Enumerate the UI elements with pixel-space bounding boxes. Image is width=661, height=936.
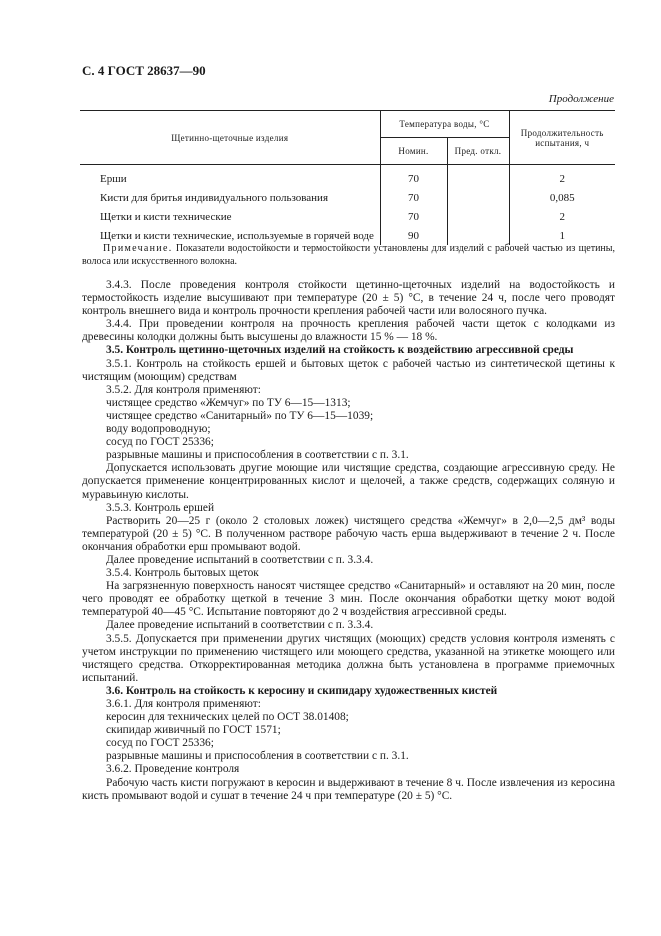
paragraph: 3.5.2. Для контроля применяют: <box>106 383 261 396</box>
paragraph: 3.5.3. Контроль ершей <box>106 501 215 514</box>
paragraph: сосуд по ГОСТ 25336; <box>106 737 214 750</box>
col-nominal-header: Номин. <box>380 138 447 165</box>
paragraph: 3.5.1. Контроль на стойкость ершей и бытовых щеток с рабочей частью из синтетической щетины к чистящим (моющим) средствам <box>82 357 615 383</box>
table-row <box>80 188 615 207</box>
paragraph: 3.5.4. Контроль бытовых щеток <box>106 567 259 580</box>
paragraph: Растворить 20—25 г (около 2 столовых ложек) чистящего средства «Жемчуг» в 2,0—2,5 дм³ воды температурой (20 ± 5) °С. В полученном растворе рабочую часть ерша выдерживают в течение 2 ч. После окончания обработки ерш промывают водой. <box>82 514 615 553</box>
paragraph: Рабочую часть кисти погружают в керосин и выдерживают в течение 8 ч. После извлечения из керосина кисть промывают водой и сушат в течение 24 ч при температуре (20 ± 5) °С. <box>82 776 615 802</box>
page-header: С. 4 ГОСТ 28637—90 <box>82 63 206 78</box>
table-row <box>80 207 615 226</box>
paragraph: керосин для технических целей по ОСТ 38.01408; <box>106 711 349 724</box>
row-nominal-temp: 70 <box>380 207 447 226</box>
row-duration: 1 <box>509 226 615 245</box>
paragraph: чистящее средство «Санитарный» по ТУ 6—15—1039; <box>106 409 374 422</box>
row-name: Кисти для бритья индивидуального пользования <box>100 191 329 204</box>
note-text: Показатели водостойкости и термостойкости установлены для изделий с рабочей частью из щетины, волоса или искусственного волокна. <box>82 243 615 267</box>
note-label: Примечание. <box>103 243 173 254</box>
continuation-label: Продолжение <box>548 93 614 105</box>
row-name: Щетки и кисти технические, используемые в горячей воде <box>100 229 374 242</box>
row-deviation <box>447 165 509 189</box>
row-name: Щетки и кисти технические <box>100 210 232 223</box>
paragraph: 3.4.4. При проведении контроля на прочность крепления рабочей части щеток с колодками из древесины колодки должны быть высушены до влажности 15 % — 18 %. <box>82 318 615 344</box>
row-deviation <box>447 188 509 207</box>
paragraph: 3.4.3. После проведения контроля стойкости щетинно-щеточных изделий на водостойкость и термостойкость изделие высушивают при температуре (20 ± 5) °С, в течение 24 ч, после чего проводят контроль внешнего вида и контроль прочности крепления рабочей части или волосяного пучка. <box>82 279 615 318</box>
col-items-header: Щетинно-щеточные изделия <box>80 111 380 165</box>
paragraph: сосуд по ГОСТ 25336; <box>106 436 214 449</box>
row-deviation <box>447 207 509 226</box>
paragraph: скипидар живичный по ГОСТ 1571; <box>106 724 281 737</box>
table-note <box>82 242 615 268</box>
paragraph: разрывные машины и приспособления в соответствии с п. 3.1. <box>106 750 409 763</box>
row-nominal-temp: 70 <box>380 165 447 189</box>
row-duration: 2 <box>509 165 615 189</box>
row-duration: 2 <box>509 207 615 226</box>
col-duration-header: Продолжительность испытания, ч <box>509 111 615 165</box>
col-temp-header: Температура воды, °С <box>380 111 509 138</box>
paragraph: разрывные машины и приспособления в соответствии с п. 3.1. <box>106 449 409 462</box>
test-conditions-table <box>80 110 615 245</box>
paragraph: Далее проведение испытаний в соответствии с п. 3.3.4. <box>106 619 374 632</box>
paragraph: 3.6.1. Для контроля применяют: <box>106 698 261 710</box>
row-nominal-temp: 70 <box>380 188 447 207</box>
paragraph: воду водопроводную; <box>106 423 211 436</box>
paragraph: На загрязненную поверхность наносят чистящее средство «Санитарный» и оставляют на 20 мин, после чего проводят ее обработку щеткой в течение 3 мин. После окончания обработки щетку моют водой температурой 40—45 °С. Испытание повторяют до 2 ч воздействия агрессивной среды. <box>82 580 615 619</box>
col-deviation-header: Пред. откл. <box>447 138 509 165</box>
row-name: Ерши <box>100 172 127 185</box>
row-duration: 0,085 <box>509 188 615 207</box>
paragraph: 3.6.2. Проведение контроля <box>106 763 240 776</box>
paragraph: Далее проведение испытаний в соответствии с п. 3.3.4. <box>106 553 374 566</box>
paragraph: 3.5.5. Допускается при применении других чистящих (моющих) средств условия контроля изменять с учетом инструкции по применению чистящего или моющего средства, указанной на этикетке моющего или чистящего средства. Откорректированная методика должна быть установлена в программе приемочных испытаний. <box>82 632 615 684</box>
row-nominal-temp: 90 <box>380 226 447 245</box>
section-heading: 3.5. Контроль щетинно-щеточных изделий на стойкость к воздействию агрессивной среды <box>106 344 574 357</box>
table-row <box>80 165 615 189</box>
body-text <box>82 279 615 803</box>
section-heading: 3.6. Контроль на стойкость к керосину и скипидару художественных кистей <box>106 684 498 697</box>
paragraph: чистящее средство «Жемчуг» по ТУ 6—15—1313; <box>106 396 351 409</box>
paragraph: Допускается использовать другие моющие или чистящие средства, создающие агрессивную среду. Не допускается применение концентрированных кислот и щелочей, а также средств, содержащих соляную и муравьиную кислоты. <box>82 462 615 501</box>
